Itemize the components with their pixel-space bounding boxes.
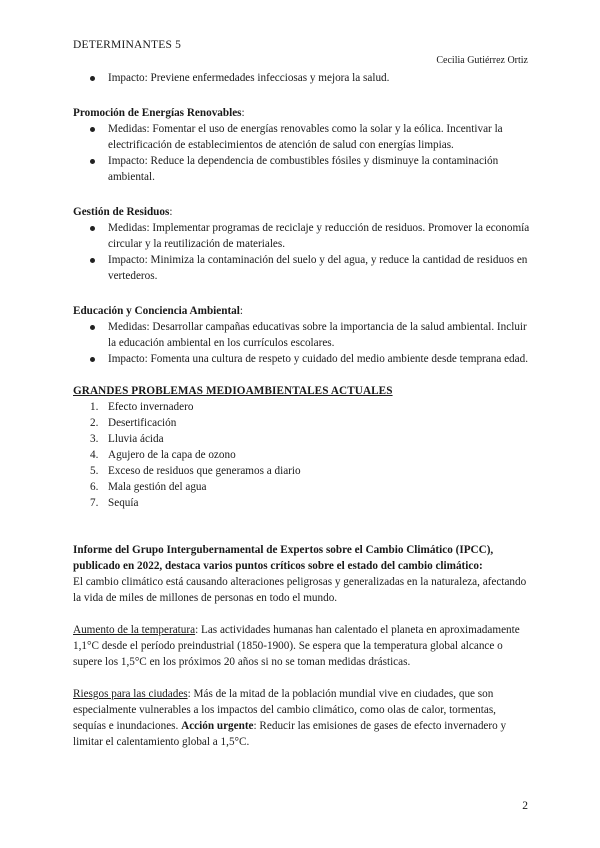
bullet-item: Medidas: Implementar programas de reciclaje y reducción de residuos. Promover la economía circular y la reutilización de materiales.: [73, 220, 531, 252]
bullet-item: Impacto: Fomenta una cultura de respeto y cuidado del medio ambiente desde temprana edad.: [73, 351, 531, 367]
section-title: Gestión de Residuos:: [73, 206, 173, 218]
list-item: 4. Agujero de la capa de ozono: [90, 449, 236, 461]
temperature-paragraph: Aumento de la temperatura: Las actividades humanas han calentado el planeta en aproximadamente 1,1°C desde el período preindustrial (1850-1900). Se espera que la temperatura global alcance o supere los 1,5°C en los próximos 20 años si no se toman medidas drásticas.: [73, 624, 520, 668]
report-intro: El cambio climático está causando alteraciones peligrosas y generalizadas en la naturaleza, afectando la vida de miles de millones de personas en todo el mundo.: [73, 576, 527, 604]
problems-heading: GRANDES PROBLEMAS MEDIOAMBIENTALES ACTUALES: [73, 385, 393, 397]
bullet-item: Medidas: Fomentar el uso de energías renovables como la solar y la eólica. Incentivar la electrificación de establecimientos de atención de salud con energías limpias.: [73, 121, 531, 153]
bullet-item: Impacto: Reduce la dependencia de combustibles fósiles y disminuye la contaminación ambiental.: [73, 153, 531, 185]
list-item: 3. Lluvia ácida: [90, 433, 164, 445]
bullet-item: Impacto: Previene enfermedades infecciosas y mejora la salud.: [73, 70, 531, 86]
intro-bullet-list: [73, 70, 531, 86]
list-item: 7. Sequía: [90, 497, 139, 509]
cities-label: Riesgos para las ciudades: [73, 688, 188, 700]
list-item: 1. Efecto invernadero: [90, 401, 194, 413]
section-renewables: [73, 105, 531, 185]
problems-list: [73, 399, 531, 511]
list-item: 5. Exceso de residuos que generamos a diario: [90, 465, 301, 477]
section-title: Promoción de Energías Renovables:: [73, 107, 245, 119]
section-education: [73, 303, 531, 367]
list-item: 2. Desertificación: [90, 417, 177, 429]
action-label: Acción urgente: [181, 720, 254, 732]
page-number: 2: [522, 800, 528, 812]
bullet-item: Medidas: Desarrollar campañas educativas sobre la importancia de la salud ambiental. Incluir la educación ambiental en los currículos escolares.: [73, 319, 531, 351]
list-item: 6. Mala gestión del agua: [90, 481, 207, 493]
cities-paragraph: Riesgos para las ciudades: Más de la mitad de la población mundial vive en ciudades, que son especialmente vulnerables a los impactos del cambio climático, como olas de calor, tormentas, sequías e inundaciones. Acción urgente: Reducir las emisiones de gases de efecto invernadero y limitar el calentamiento global a 1,5°C.: [73, 688, 507, 748]
document-body: [73, 70, 531, 750]
temperature-label: Aumento de la temperatura: [73, 624, 196, 636]
section-title: Educación y Conciencia Ambiental:: [73, 305, 243, 317]
report-title: Informe del Grupo Intergubernamental de Expertos sobre el Cambio Climático (IPCC), publicado en 2022, destaca varios puntos críticos sobre el estado del cambio climático:: [73, 544, 494, 572]
header-author: Cecilia Gutiérrez Ortiz: [436, 55, 528, 66]
header-document-title: DETERMINANTES 5: [73, 39, 182, 51]
section-waste: [73, 204, 531, 284]
bullet-item: Impacto: Minimiza la contaminación del suelo y del agua, y reduce la cantidad de residuos en vertederos.: [73, 252, 531, 284]
